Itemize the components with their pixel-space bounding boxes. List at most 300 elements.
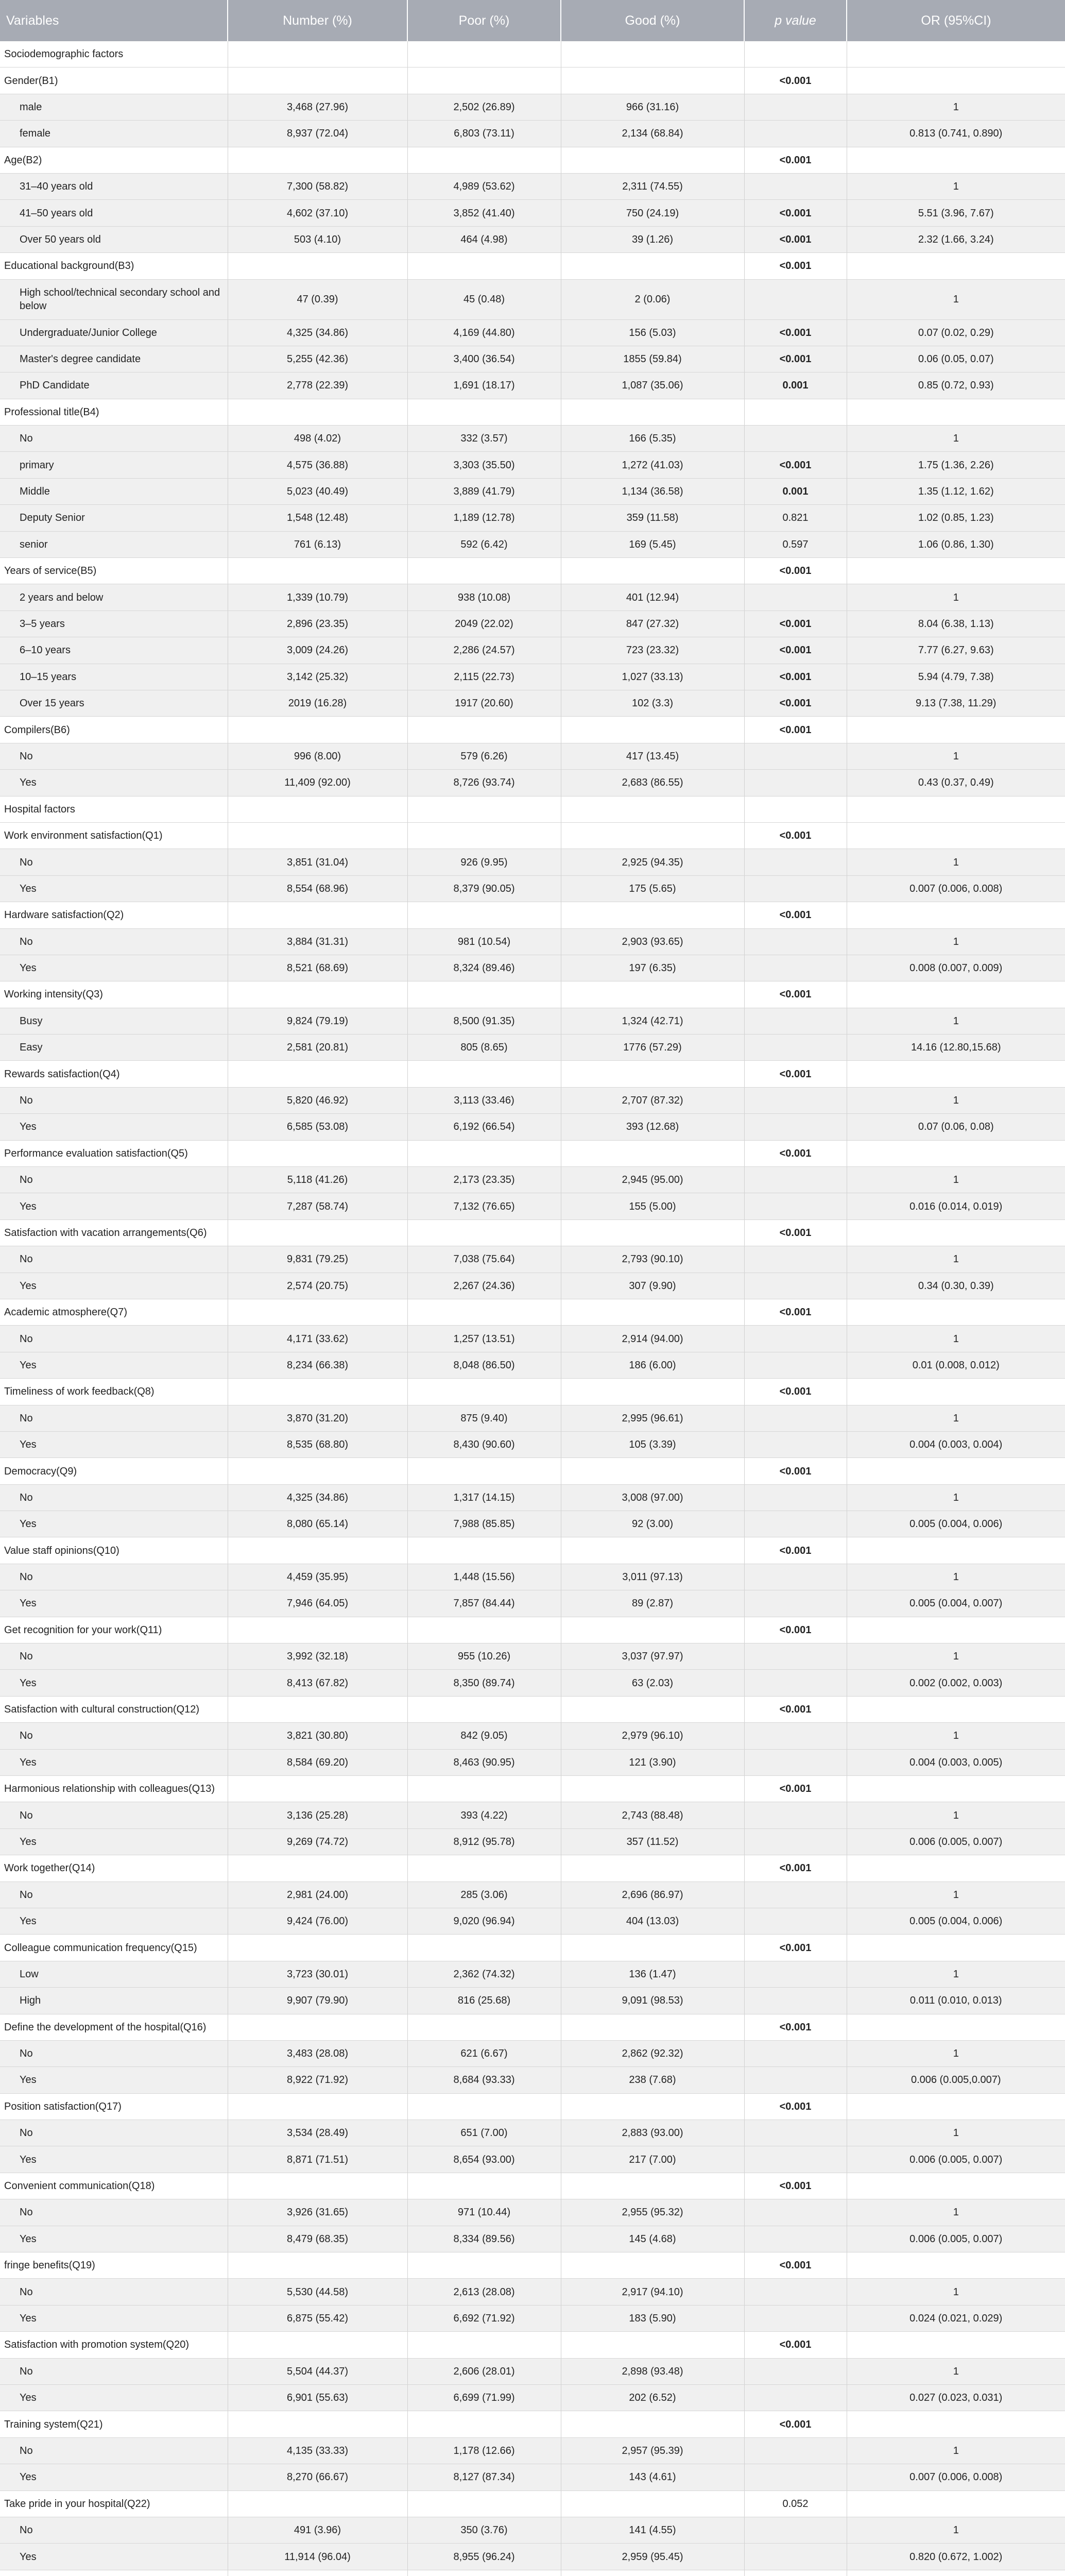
table-row: [0, 1352, 1065, 1378]
cell-variable: Convenient communication(Q18): [0, 2173, 228, 2199]
cell-good: [561, 2252, 744, 2279]
cell-or-ci: 1: [847, 2279, 1065, 2305]
cell-p-value: [744, 2517, 847, 2543]
table-row: [0, 1273, 1065, 1299]
cell-good: 2,707 (87.32): [561, 1087, 744, 1113]
cell-good: [561, 1061, 744, 1087]
cell-number: 9,831 (79.25): [228, 1246, 407, 1273]
cell-good: [561, 1696, 744, 1722]
cell-number: 2,778 (22.39): [228, 372, 407, 399]
cell-poor: 1,178 (12.66): [407, 2437, 561, 2464]
cell-number: [228, 1140, 407, 1166]
variable-row: [0, 2332, 1065, 2358]
cell-or-ci: 8.04 (6.38, 1.13): [847, 611, 1065, 637]
cell-p-value: <0.001: [744, 346, 847, 372]
table-row: [0, 319, 1065, 346]
cell-or-ci: 0.007 (0.006, 0.008): [847, 2464, 1065, 2490]
cell-good: [561, 1299, 744, 1325]
cell-variable: Yes: [0, 1749, 228, 1775]
cell-or-ci: [847, 2570, 1065, 2576]
cell-poor: 350 (3.76): [407, 2517, 561, 2543]
cell-number: 3,142 (25.32): [228, 664, 407, 690]
cell-good: [561, 1219, 744, 1246]
cell-number: 761 (6.13): [228, 531, 407, 557]
cell-p-value: [744, 955, 847, 981]
cell-p-value: [744, 1511, 847, 1537]
cell-number: [228, 67, 407, 94]
cell-good: [561, 1537, 744, 1564]
cell-poor: 621 (6.67): [407, 2040, 561, 2066]
cell-variable: 31–40 years old: [0, 173, 228, 199]
cell-variable: 6–10 years: [0, 637, 228, 664]
cell-variable: No: [0, 2517, 228, 2543]
cell-p-value: [744, 1908, 847, 1934]
cell-poor: 981 (10.54): [407, 928, 561, 955]
cell-good: 359 (11.58): [561, 505, 744, 531]
cell-number: 8,479 (68.35): [228, 2226, 407, 2252]
cell-good: 2,134 (68.84): [561, 121, 744, 147]
cell-good: 136 (1.47): [561, 1961, 744, 1987]
variable-row: [0, 717, 1065, 743]
table-row: [0, 1828, 1065, 1855]
cell-number: 3,870 (31.20): [228, 1405, 407, 1431]
cell-poor: 926 (9.95): [407, 849, 561, 875]
cell-p-value: <0.001: [744, 902, 847, 928]
cell-p-value: [744, 1352, 847, 1378]
cell-variable: Define the development of the hospital(Q16): [0, 2014, 228, 2040]
cell-number: 4,459 (35.95): [228, 1564, 407, 1590]
cell-or-ci: [847, 2490, 1065, 2517]
table-row: [0, 1670, 1065, 1696]
cell-p-value: <0.001: [744, 226, 847, 252]
cell-poor: 2,502 (26.89): [407, 94, 561, 120]
cell-or-ci: 1: [847, 1564, 1065, 1590]
cell-poor: 816 (25.68): [407, 1988, 561, 2014]
cell-or-ci: [847, 147, 1065, 173]
cell-p-value: [744, 1749, 847, 1775]
cell-variable: No: [0, 2199, 228, 2226]
cell-number: 9,907 (79.90): [228, 1988, 407, 2014]
cell-p-value: [744, 1961, 847, 1987]
cell-variable: Timeliness of work feedback(Q8): [0, 1379, 228, 1405]
cell-or-ci: 1: [847, 1087, 1065, 1113]
cell-good: [561, 41, 744, 67]
variable-row: [0, 2173, 1065, 2199]
cell-number: 9,269 (74.72): [228, 1828, 407, 1855]
cell-p-value: <0.001: [744, 2411, 847, 2437]
cell-or-ci: 1: [847, 1405, 1065, 1431]
table-row: [0, 1988, 1065, 2014]
variable-row: [0, 253, 1065, 279]
header-row: [0, 0, 1065, 41]
cell-number: [228, 399, 407, 425]
cell-or-ci: 0.006 (0.005, 0.007): [847, 2226, 1065, 2252]
cell-p-value: [744, 1273, 847, 1299]
variable-row: [0, 1379, 1065, 1405]
cell-or-ci: [847, 1617, 1065, 1643]
cell-poor: [407, 253, 561, 279]
cell-poor: 579 (6.26): [407, 743, 561, 769]
cell-poor: 1,257 (13.51): [407, 1326, 561, 1352]
cell-number: [228, 2490, 407, 2517]
cell-poor: 8,684 (93.33): [407, 2067, 561, 2093]
cell-poor: 8,334 (89.56): [407, 2226, 561, 2252]
cell-variable: Work environment satisfaction(Q1): [0, 822, 228, 849]
table-row: [0, 1405, 1065, 1431]
cell-p-value: 0.001: [744, 478, 847, 504]
cell-poor: 3,852 (41.40): [407, 200, 561, 226]
cell-good: 1,324 (42.71): [561, 1008, 744, 1034]
cell-poor: 8,726 (93.74): [407, 770, 561, 796]
table-row: [0, 1564, 1065, 1590]
cell-variable: male: [0, 94, 228, 120]
table-row: [0, 531, 1065, 557]
cell-p-value: [744, 1326, 847, 1352]
cell-or-ci: 0.820 (0.672, 1.002): [847, 2544, 1065, 2570]
cell-p-value: [744, 1723, 847, 1749]
cell-number: 9,424 (76.00): [228, 1908, 407, 1934]
cell-variable: Colleague communication frequency(Q15): [0, 1935, 228, 1961]
cell-variable: No: [0, 2358, 228, 2384]
cell-poor: [407, 147, 561, 173]
cell-good: [561, 2411, 744, 2437]
table-row: [0, 1802, 1065, 1828]
header-variables: Variables: [0, 0, 228, 41]
cell-poor: 3,303 (35.50): [407, 452, 561, 478]
cell-or-ci: [847, 2252, 1065, 2279]
cell-poor: 7,132 (76.65): [407, 1193, 561, 1219]
cell-poor: [407, 558, 561, 584]
cell-poor: [407, 1140, 561, 1166]
cell-p-value: [744, 1590, 847, 1617]
cell-good: 141 (4.55): [561, 2517, 744, 2543]
cell-or-ci: [847, 2173, 1065, 2199]
cell-number: 8,937 (72.04): [228, 121, 407, 147]
cell-number: 8,270 (66.67): [228, 2464, 407, 2490]
table-row: [0, 2120, 1065, 2146]
cell-variable: No: [0, 2279, 228, 2305]
cell-good: 143 (4.61): [561, 2464, 744, 2490]
cell-p-value: [744, 1405, 847, 1431]
cell-number: [228, 902, 407, 928]
cell-poor: 2,286 (24.57): [407, 637, 561, 664]
cell-number: [228, 1537, 407, 1564]
cell-or-ci: 1: [847, 1246, 1065, 1273]
table-row: [0, 1431, 1065, 1458]
cell-variable: No: [0, 1643, 228, 1670]
variable-row: [0, 2411, 1065, 2437]
table-row: [0, 2067, 1065, 2093]
cell-poor: 332 (3.57): [407, 426, 561, 452]
table-row: [0, 200, 1065, 226]
cell-poor: [407, 796, 561, 822]
cell-p-value: <0.001: [744, 1537, 847, 1564]
cell-p-value: [744, 94, 847, 120]
cell-variable: No: [0, 928, 228, 955]
cell-or-ci: [847, 1696, 1065, 1722]
table-row: [0, 690, 1065, 716]
cell-number: [228, 2411, 407, 2437]
cell-p-value: <0.001: [744, 664, 847, 690]
variable-row: [0, 2014, 1065, 2040]
cell-p-value: [744, 2120, 847, 2146]
cell-variable: Busy: [0, 1008, 228, 1034]
cell-poor: [407, 2252, 561, 2279]
cell-variable: Educational background(B3): [0, 253, 228, 279]
cell-good: 186 (6.00): [561, 1352, 744, 1378]
cell-p-value: [744, 1087, 847, 1113]
cell-p-value: [744, 121, 847, 147]
cell-or-ci: [847, 1379, 1065, 1405]
cell-poor: 285 (3.06): [407, 1882, 561, 1908]
cell-or-ci: 1: [847, 1484, 1065, 1511]
cell-good: 2,914 (94.00): [561, 1326, 744, 1352]
cell-p-value: [744, 426, 847, 452]
cell-good: [561, 981, 744, 1008]
table-row: [0, 2464, 1065, 2490]
cell-number: [228, 1935, 407, 1961]
cell-p-value: [744, 279, 847, 319]
table-row: [0, 1035, 1065, 1061]
table-row: [0, 1087, 1065, 1113]
cell-or-ci: 1: [847, 1802, 1065, 1828]
cell-p-value: <0.001: [744, 2173, 847, 2199]
cell-good: [561, 558, 744, 584]
cell-or-ci: 2.32 (1.66, 3.24): [847, 226, 1065, 252]
cell-variable: Yes: [0, 955, 228, 981]
cell-variable: Hospital factors: [0, 796, 228, 822]
cell-number: 3,483 (28.08): [228, 2040, 407, 2066]
cell-or-ci: 0.006 (0.005, 0.007): [847, 2146, 1065, 2173]
cell-good: [561, 822, 744, 849]
cell-or-ci: [847, 1458, 1065, 1484]
cell-number: 3,821 (30.80): [228, 1723, 407, 1749]
cell-or-ci: [847, 1061, 1065, 1087]
cell-or-ci: [847, 399, 1065, 425]
cell-p-value: [744, 2384, 847, 2411]
cell-variable: Satisfaction with promotion system(Q20): [0, 2332, 228, 2358]
cell-or-ci: 1: [847, 2358, 1065, 2384]
variable-row: [0, 822, 1065, 849]
cell-variable: Deputy Senior: [0, 505, 228, 531]
table-row: [0, 875, 1065, 902]
variable-row: [0, 147, 1065, 173]
table-row: [0, 1590, 1065, 1617]
cell-good: 2,995 (96.61): [561, 1405, 744, 1431]
cell-or-ci: 0.07 (0.06, 0.08): [847, 1114, 1065, 1140]
cell-poor: [407, 41, 561, 67]
cell-variable: Get recognition for your work(Q11): [0, 1617, 228, 1643]
table-row: [0, 955, 1065, 981]
cell-or-ci: 9.13 (7.38, 11.29): [847, 690, 1065, 716]
table-row: [0, 478, 1065, 504]
cell-variable: fringe benefits(Q19): [0, 2252, 228, 2279]
cell-or-ci: 1: [847, 1167, 1065, 1193]
variable-row: [0, 1537, 1065, 1564]
cell-poor: 7,038 (75.64): [407, 1246, 561, 1273]
cell-or-ci: 0.008 (0.007, 0.009): [847, 955, 1065, 981]
cell-variable: Yes: [0, 1114, 228, 1140]
cell-p-value: [744, 2570, 847, 2576]
cell-good: [561, 2014, 744, 2040]
cell-variable: Hardware satisfaction(Q2): [0, 902, 228, 928]
cell-variable: Academic atmosphere(Q7): [0, 1299, 228, 1325]
cell-variable: senior: [0, 531, 228, 557]
cell-poor: 3,889 (41.79): [407, 478, 561, 504]
table-row: [0, 1484, 1065, 1511]
variable-row: [0, 2093, 1065, 2120]
cell-number: 5,023 (40.49): [228, 478, 407, 504]
cell-or-ci: 0.004 (0.003, 0.005): [847, 1749, 1065, 1775]
cell-good: [561, 717, 744, 743]
cell-good: 2,793 (90.10): [561, 1246, 744, 1273]
cell-number: 8,234 (66.38): [228, 1352, 407, 1378]
cell-number: [228, 2093, 407, 2120]
cell-number: 1,339 (10.79): [228, 584, 407, 611]
cell-number: 3,884 (31.31): [228, 928, 407, 955]
cell-variable: Satisfaction with cultural construction(Q12): [0, 1696, 228, 1722]
cell-or-ci: [847, 796, 1065, 822]
cell-good: 307 (9.90): [561, 1273, 744, 1299]
variable-row: [0, 1140, 1065, 1166]
table-row: [0, 611, 1065, 637]
cell-good: 202 (6.52): [561, 2384, 744, 2411]
cell-or-ci: 1: [847, 2199, 1065, 2226]
cell-or-ci: 1: [847, 173, 1065, 199]
cell-poor: [407, 902, 561, 928]
cell-p-value: [744, 1035, 847, 1061]
cell-poor: 8,127 (87.34): [407, 2464, 561, 2490]
cell-or-ci: 1: [847, 1326, 1065, 1352]
cell-good: 847 (27.32): [561, 611, 744, 637]
cell-variable: Yes: [0, 2544, 228, 2570]
table-row: [0, 1882, 1065, 1908]
cell-p-value: <0.001: [744, 147, 847, 173]
cell-or-ci: 1: [847, 94, 1065, 120]
table-row: [0, 2279, 1065, 2305]
cell-or-ci: 1: [847, 279, 1065, 319]
table-row: [0, 2384, 1065, 2411]
variable-row: [0, 1061, 1065, 1087]
cell-variable: High school/technical secondary school and below: [0, 279, 228, 319]
cell-or-ci: 0.07 (0.02, 0.29): [847, 319, 1065, 346]
table-header: [0, 0, 1065, 41]
cell-p-value: [744, 2040, 847, 2066]
cell-good: 404 (13.03): [561, 1908, 744, 1934]
cell-number: 2,896 (23.35): [228, 611, 407, 637]
cell-variable: Years of service(B5): [0, 558, 228, 584]
cell-good: 3,008 (97.00): [561, 1484, 744, 1511]
cell-or-ci: [847, 902, 1065, 928]
cell-p-value: <0.001: [744, 1776, 847, 1802]
cell-number: [228, 1696, 407, 1722]
cell-good: 2,696 (86.97): [561, 1882, 744, 1908]
cell-poor: 4,989 (53.62): [407, 173, 561, 199]
cell-or-ci: 1: [847, 1723, 1065, 1749]
cell-p-value: 0.052: [744, 2490, 847, 2517]
cell-number: 8,584 (69.20): [228, 1749, 407, 1775]
cell-number: 8,554 (68.96): [228, 875, 407, 902]
cell-number: 7,946 (64.05): [228, 1590, 407, 1617]
cell-good: 401 (12.94): [561, 584, 744, 611]
cell-good: 169 (5.45): [561, 531, 744, 557]
cell-good: [561, 147, 744, 173]
cell-p-value: [744, 2146, 847, 2173]
table-row: [0, 770, 1065, 796]
cell-p-value: <0.001: [744, 1458, 847, 1484]
cell-or-ci: [847, 2014, 1065, 2040]
cell-variable: No: [0, 849, 228, 875]
cell-or-ci: 0.016 (0.014, 0.019): [847, 1193, 1065, 1219]
cell-variable: Yes: [0, 1670, 228, 1696]
table-row: [0, 2437, 1065, 2464]
cell-good: [561, 2173, 744, 2199]
cell-p-value: [744, 1484, 847, 1511]
cell-variable: Training system(Q21): [0, 2411, 228, 2437]
cell-poor: [407, 717, 561, 743]
cell-or-ci: 1: [847, 1882, 1065, 1908]
cell-or-ci: 0.813 (0.741, 0.890): [847, 121, 1065, 147]
cell-variable: Yes: [0, 2226, 228, 2252]
cell-variable: 3–5 years: [0, 611, 228, 637]
cell-good: 2,883 (93.00): [561, 2120, 744, 2146]
cell-p-value: <0.001: [744, 822, 847, 849]
cell-number: [228, 2252, 407, 2279]
header-good: Good (%): [561, 0, 744, 41]
cell-variable: No: [0, 1723, 228, 1749]
cell-variable: Yes: [0, 2464, 228, 2490]
table-row: [0, 1643, 1065, 1670]
cell-poor: [407, 399, 561, 425]
cell-p-value: [744, 1114, 847, 1140]
cell-number: [228, 1219, 407, 1246]
cell-poor: 2049 (22.02): [407, 611, 561, 637]
table-row: [0, 2305, 1065, 2331]
cell-p-value: [744, 1193, 847, 1219]
cell-good: 102 (3.3): [561, 690, 744, 716]
table-row: [0, 452, 1065, 478]
cell-good: [561, 67, 744, 94]
cell-good: 2 (0.06): [561, 279, 744, 319]
cell-p-value: <0.001: [744, 611, 847, 637]
table-row: [0, 584, 1065, 611]
cell-poor: [407, 2411, 561, 2437]
cell-number: 1,548 (12.48): [228, 505, 407, 531]
header-poor: Poor (%): [407, 0, 561, 41]
variable-row: [0, 1776, 1065, 1802]
cell-or-ci: 0.011 (0.010, 0.013): [847, 1988, 1065, 2014]
table-row: [0, 94, 1065, 120]
table-row: [0, 1908, 1065, 1934]
cell-poor: 955 (10.26): [407, 1643, 561, 1670]
cell-good: [561, 1140, 744, 1166]
cell-or-ci: 1: [847, 743, 1065, 769]
cell-good: 155 (5.00): [561, 1193, 744, 1219]
cell-p-value: <0.001: [744, 2014, 847, 2040]
cell-p-value: [744, 1564, 847, 1590]
cell-poor: 7,857 (84.44): [407, 1590, 561, 1617]
table-row: [0, 2146, 1065, 2173]
cell-variable: Compilers(B6): [0, 717, 228, 743]
variable-row: [0, 2570, 1065, 2576]
cell-variable: Democracy(Q9): [0, 1458, 228, 1484]
cell-number: 2,581 (20.81): [228, 1035, 407, 1061]
cell-or-ci: 1.35 (1.12, 1.62): [847, 478, 1065, 504]
cell-good: 2,917 (94.10): [561, 2279, 744, 2305]
cell-p-value: [744, 849, 847, 875]
cell-variable: Yes: [0, 1193, 228, 1219]
cell-number: 8,922 (71.92): [228, 2067, 407, 2093]
